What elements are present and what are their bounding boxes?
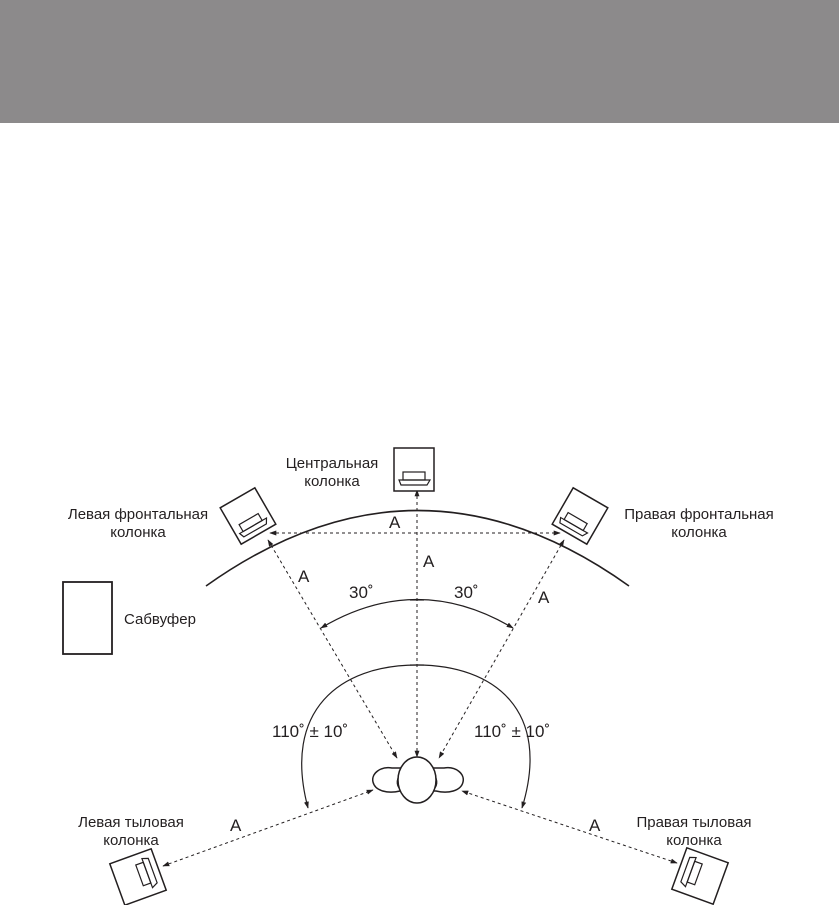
front-right-speaker-label: Правая фронтальная колонка <box>624 506 774 541</box>
front-angle-label-right: 30˚ <box>454 583 479 602</box>
rear-right-speaker-icon <box>672 848 728 904</box>
rear-left-speaker-label: Левая тыловая колонка <box>78 814 184 849</box>
distance-label-front-span: A <box>389 513 401 532</box>
distance-label-center: A <box>423 552 435 571</box>
distance-label-front-left: A <box>298 567 310 586</box>
rear-right-speaker-label: Правая тыловая колонка <box>636 814 752 849</box>
listener-icon <box>373 757 464 803</box>
distance-label-front-right: A <box>538 588 550 607</box>
front-left-speaker-icon <box>220 488 276 544</box>
front-angle-label-left: 30˚ <box>349 583 374 602</box>
rear-angle-label-right: 110˚ ± 10˚ <box>474 722 551 741</box>
rear-left-speaker-icon <box>110 849 166 905</box>
rear-angle-label-left: 110˚ ± 10˚ <box>272 722 349 741</box>
distance-label-rear-right: A <box>589 816 601 835</box>
center-speaker-icon <box>394 448 434 491</box>
front-left-speaker-label: Левая фронтальная колонка <box>67 506 209 541</box>
front-right-speaker-icon <box>552 488 608 544</box>
center-speaker-label: Центральная колонка <box>285 455 379 490</box>
subwoofer-icon <box>63 582 112 654</box>
distance-label-rear-left: A <box>230 816 242 835</box>
subwoofer-label: Сабвуфер <box>124 611 196 628</box>
